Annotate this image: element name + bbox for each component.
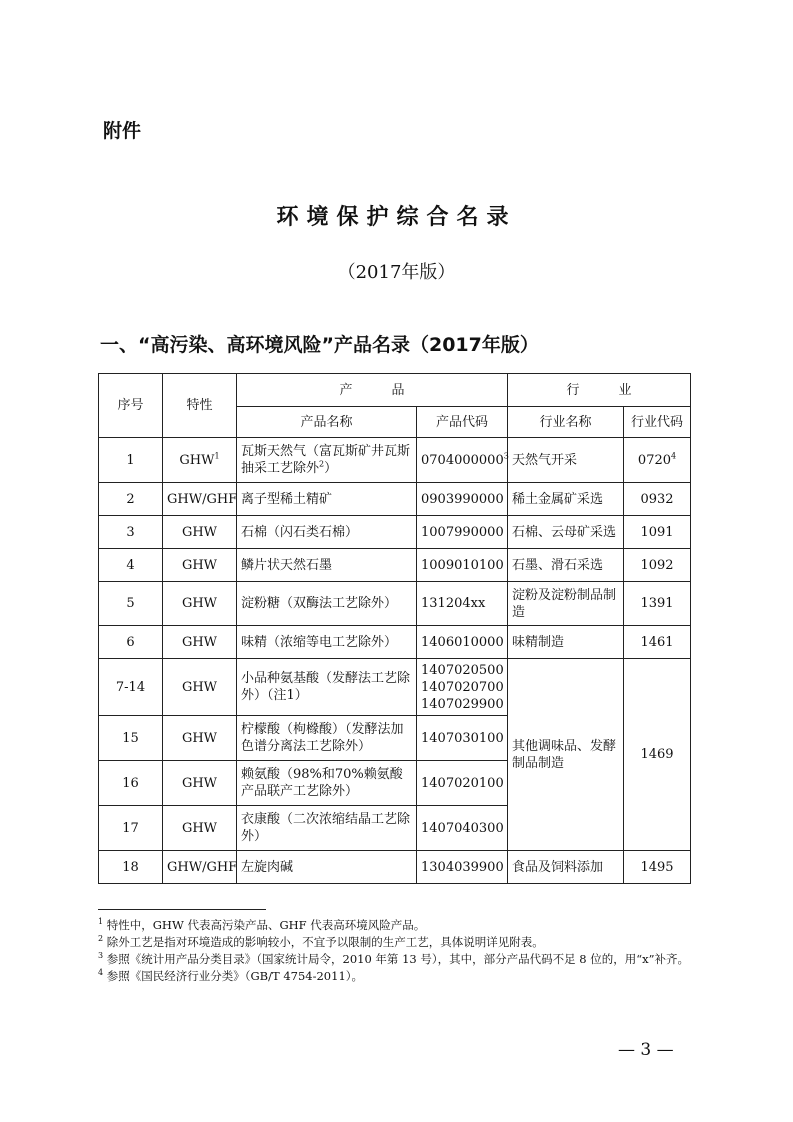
header-industry-name: 行业名称 <box>508 407 624 438</box>
seq-cell: 4 <box>99 549 163 582</box>
attr-cell: GHW$^1$ <box>163 438 237 483</box>
industry-name-cell: 石墨、滑石采选 <box>508 549 624 582</box>
seq-cell: 16 <box>99 761 163 806</box>
footnotes <box>98 917 698 985</box>
product-code-line: 1407029900 <box>421 696 504 712</box>
header-row-1 <box>99 374 691 407</box>
product-name-cell: 离子型稀土精矿 <box>237 483 417 516</box>
attr-cell: GHW <box>163 626 237 659</box>
industry-code-cell: 1461 <box>624 626 691 659</box>
footnote-ref: 2 <box>319 459 325 469</box>
product-name-cell: 淀粉糖（双酶法工艺除外） <box>237 582 417 626</box>
product-name-cell: 鳞片状天然石墨 <box>237 549 417 582</box>
product-name-cell: 味精（浓缩等电工艺除外） <box>237 626 417 659</box>
document-title: 环境保护综合名录 <box>276 205 517 230</box>
industry-code-cell: 0932 <box>624 483 691 516</box>
footnote-divider <box>98 909 266 910</box>
industry-name-cell: 食品及饲料添加 <box>508 851 624 884</box>
table-row <box>99 483 691 516</box>
table-row <box>99 626 691 659</box>
product-code-cell: 131204xx <box>417 582 508 626</box>
industry-name-merged: 其他调味品、发酵制品制造 <box>508 659 624 851</box>
industry-code-merged: 1469 <box>624 659 691 851</box>
seq-cell: 5 <box>99 582 163 626</box>
industry-name-cell: 淀粉及淀粉制品制造 <box>508 582 624 626</box>
product-name-cell: 赖氨酸（98%和70%赖氨酸产品联产工艺除外） <box>237 761 417 806</box>
product-code-cell: 1304039900 <box>417 851 508 884</box>
annex-label: 附件 <box>103 120 142 142</box>
seq-cell: 1 <box>99 438 163 483</box>
industry-code-cell: 1091 <box>624 516 691 549</box>
industry-code-cell: 0720$^4$ <box>624 438 691 483</box>
header-seq: 序号 <box>99 374 163 438</box>
header-product: 产 品 <box>237 374 508 407</box>
seq-cell: 3 <box>99 516 163 549</box>
seq-cell: 6 <box>99 626 163 659</box>
footnote-ref: 3 <box>503 451 509 461</box>
header-industry-code: 行业代码 <box>624 407 691 438</box>
industry-code-cell: 1092 <box>624 549 691 582</box>
product-name-cell: 左旋肉碱 <box>237 851 417 884</box>
seq-cell: 2 <box>99 483 163 516</box>
table-row <box>99 851 691 884</box>
attr-cell: GHW/GHF <box>163 851 237 884</box>
product-code-line: 1407020700 <box>421 679 504 695</box>
product-name-cell: 石棉（闪石类石棉） <box>237 516 417 549</box>
header-industry: 行 业 <box>508 374 691 407</box>
product-code-cell: 1007990000 <box>417 516 508 549</box>
table-row <box>99 516 691 549</box>
product-code-cell: 1407020100 <box>417 761 508 806</box>
industry-name-cell: 稀土金属矿采选 <box>508 483 624 516</box>
table-row <box>99 549 691 582</box>
industry-name-cell: 石棉、云母矿采选 <box>508 516 624 549</box>
attr-cell: GHW <box>163 582 237 626</box>
footnote: $^1$ 特性中，GHW 代表高污染产品、GHF 代表高环境风险产品。 <box>98 917 426 932</box>
product-code-cell: 1407030100 <box>417 716 508 761</box>
product-name-cell: 柠檬酸（枸橼酸）（发酵法加色谱分离法工艺除外） <box>237 716 417 761</box>
attr-cell: GHW <box>163 659 237 716</box>
industry-name-cell: 味精制造 <box>508 626 624 659</box>
header-product-code: 产品代码 <box>417 407 508 438</box>
seq-cell: 7-14 <box>99 659 163 716</box>
seq-cell: 15 <box>99 716 163 761</box>
footnote: $^2$ 除外工艺是指对环境造成的影响较小，不宜予以限制的生产工艺，具体说明详见附表。 <box>98 934 544 949</box>
product-code-cell: 1406010000 <box>417 626 508 659</box>
attr-cell: GHW <box>163 761 237 806</box>
product-table <box>98 373 691 884</box>
header-attr: 特性 <box>163 374 237 438</box>
attr-cell: GHW/GHF <box>163 483 237 516</box>
section-title: 一、“高污染、高环境风险”产品名录（2017年版） <box>100 334 539 356</box>
page-number: — 3 — <box>618 1040 674 1060</box>
industry-code-cell: 1495 <box>624 851 691 884</box>
attr-cell: GHW <box>163 806 237 851</box>
attr-cell: GHW <box>163 716 237 761</box>
table-row <box>99 659 691 716</box>
product-name-cell: 瓦斯天然气（富瓦斯矿井瓦斯抽采工艺除外$^2$） <box>237 438 417 483</box>
product-name-cell: 衣康酸（二次浓缩结晶工艺除外） <box>237 806 417 851</box>
seq-cell: 18 <box>99 851 163 884</box>
product-code-line: 1407020500 <box>421 662 504 678</box>
seq-cell: 17 <box>99 806 163 851</box>
table-row <box>99 582 691 626</box>
product-name-cell: 小品种氨基酸（发酵法工艺除外）（注1） <box>237 659 417 716</box>
footnote: $^4$ 参照《国民经济行业分类》（GB/T 4754-2011）。 <box>98 968 364 983</box>
industry-name-cell: 天然气开采 <box>508 438 624 483</box>
product-code-cell: 1009010100 <box>417 549 508 582</box>
attr-cell: GHW <box>163 549 237 582</box>
header-product-name: 产品名称 <box>237 407 417 438</box>
document-subtitle: （2017年版） <box>337 262 456 283</box>
product-code-cell <box>417 659 508 716</box>
attr-cell: GHW <box>163 516 237 549</box>
footnote-ref: 1 <box>214 451 220 461</box>
footnote: $^3$ 参照《统计用产品分类目录》（国家统计局令，2010 年第 13 号），其中，部分产品代码不足 8 位的，用“x”补齐。 <box>98 951 689 966</box>
product-code-cell: 0903990000 <box>417 483 508 516</box>
footnote-ref: 4 <box>671 451 677 461</box>
industry-code-cell: 1391 <box>624 582 691 626</box>
product-code-cell: 1407040300 <box>417 806 508 851</box>
table-row <box>99 438 691 483</box>
product-code-cell: 0704000000$^3$ <box>417 438 508 483</box>
